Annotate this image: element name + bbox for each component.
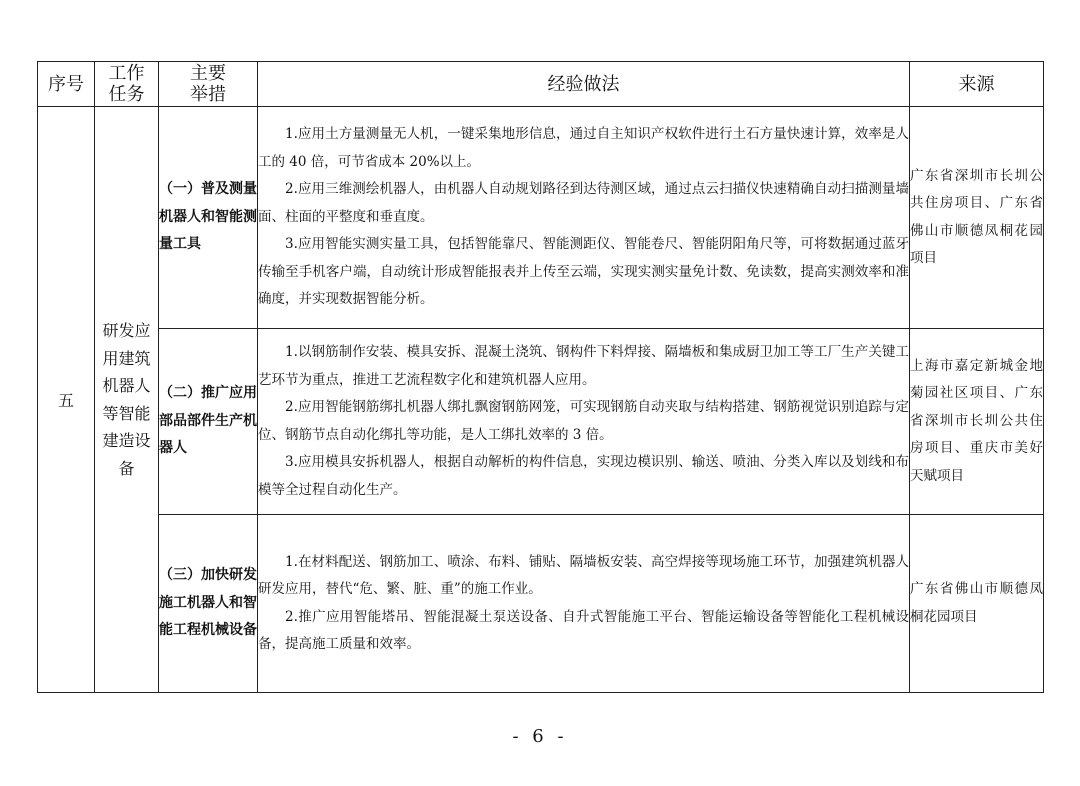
method-cell	[258, 329, 910, 515]
method-item: 2.应用智能钢筋绑扎机器人绑扎飘窗钢筋网笼，可实现钢筋自动夹取与结构搭建、钢筋视觉识别追踪与定位、钢筋节点自动化绑扎等功能，是人工绑扎效率的 3 倍。	[258, 399, 909, 443]
task-cell: 研发应用建筑机器人等智能建造设备	[95, 107, 159, 693]
source-cell: 广东省佛山市顺德凤桐花园项目	[910, 515, 1044, 693]
method-item: 1.应用土方量测量无人机，一键采集地形信息，通过自主知识产权软件进行土石方量快速计算，效率是人工的 40 倍，可节省成本 20%以上。	[258, 126, 909, 170]
method-item: 3.应用模具安拆机器人，根据自动解析的构件信息，实现边模识别、输送、喷油、分类入库以及划线和布模等全过程自动化生产。	[258, 454, 909, 498]
seq-cell: 五	[38, 107, 95, 693]
header-seq: 序号	[38, 62, 95, 107]
header-source: 来源	[910, 62, 1044, 107]
method-item: 2.推广应用智能塔吊、智能混凝土泵送设备、自升式智能施工平台、智能运输设备等智能化工程机械设备，提高施工质量和效率。	[258, 608, 909, 652]
source-cell: 上海市嘉定新城金地菊园社区项目、广东省深圳市长圳公共住房项目、重庆市美好天赋项目	[910, 329, 1044, 515]
measure-cell: （三）加快研发施工机器人和智能工程机械设备	[159, 515, 258, 693]
table-header-row	[38, 62, 1044, 107]
table-row	[38, 107, 1044, 329]
experience-table	[37, 61, 1044, 693]
method-item: 3.应用智能实测实量工具，包括智能靠尺、智能测距仪、智能卷尺、智能阴阳角尺等，可将数据通过蓝牙传输至手机客户端，自动统计形成智能报表并上传至云端，实现实测实量免计数、免读数，提高实测效率和准确度，并实现数据智能分析。	[258, 236, 909, 308]
table-row	[38, 515, 1044, 693]
header-measure: 主要举措	[159, 62, 258, 107]
method-item: 2.应用三维测绘机器人，由机器人自动规划路径到达待测区域，通过点云扫描仪快速精确自动扫描测量墙面、柱面的平整度和垂直度。	[258, 181, 909, 225]
measure-cell: （二）推广应用部品部件生产机器人	[159, 329, 258, 515]
source-cell: 广东省深圳市长圳公共住房项目、广东省佛山市顺德凤桐花园项目	[910, 107, 1044, 329]
page-number: - 6 -	[512, 726, 568, 747]
table-row	[38, 329, 1044, 515]
measure-cell: （一）普及测量机器人和智能测量工具	[159, 107, 258, 329]
method-cell	[258, 515, 910, 693]
method-item: 1.在材料配送、钢筋加工、喷涂、布料、铺贴、隔墙板安装、高空焊接等现场施工环节，加强建筑机器人研发应用，替代“危、繁、脏、重”的施工作业。	[258, 553, 909, 597]
method-item: 1.以钢筋制作安装、模具安拆、混凝土浇筑、钢构件下料焊接、隔墙板和集成厨卫加工等工厂生产关键工艺环节为重点，推进工艺流程数字化和建筑机器人应用。	[258, 344, 909, 388]
header-method: 经验做法	[258, 62, 910, 107]
method-cell	[258, 107, 910, 329]
header-task: 工作任务	[95, 62, 159, 107]
